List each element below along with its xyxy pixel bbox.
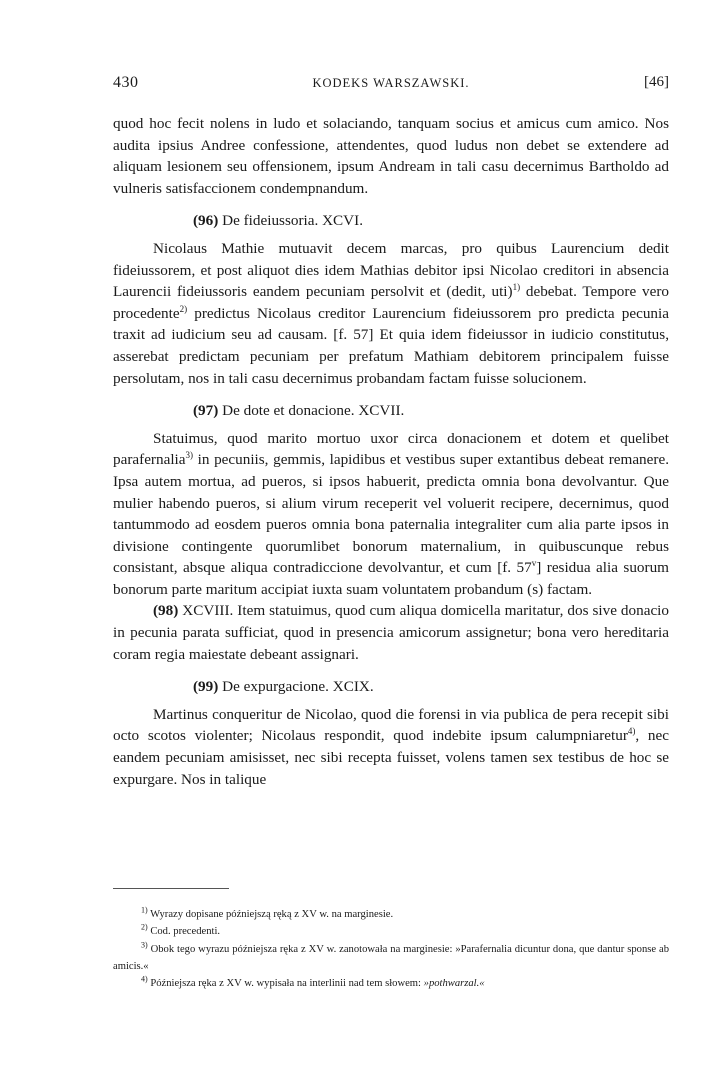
running-title: KODEKS WARSZAWSKI. — [312, 76, 470, 90]
footnote-ref: 3) — [185, 450, 194, 461]
section-number: (99) — [193, 678, 219, 696]
folio-verso-mark: v — [531, 558, 537, 569]
paragraph-97: Statuimus, quod marito mortuo uxor circa donacionem et dotem et quelibet parafernalia$^{3)}$ in pecuniis, gemmis, lapidibus et vestibus super extantibus debeat remanere. Ipsa autem mortua, ad pueros, si ipsos habuerit, predicta omnia bona devolvantur. Que mulier habendo pueros, si alium virum receperit vel voluerit recipere, decernimus, quod tantummodo ad eosdem pueros omnia bona paternalia integraliter cum alia parte ipsos in divisione contingente quorumlibet bonorum maternalium, in quibuscunque rebus consistant, absque aliqua contradiccione devolvantur, et cum [f. 57$^v$] residua alia suorum bonorum parte maritum accipiat iuxta suam voluntatem probandum (s) factam. — [113, 429, 669, 598]
section-number: (97) — [193, 402, 219, 420]
section-heading-99 — [113, 676, 669, 698]
footnote: $^{1)}$ Wyrazy dopisane późniejszą ręką z XV w. na marginesie. — [141, 905, 394, 920]
footnote: $^{4)}$ Późniejsza ręka z XV w. wypisała na interlinii nad tem słowem: »pothwarzal.« — [141, 974, 485, 990]
section-title: De dote et donacione. XCVII. — [222, 402, 405, 420]
page-number: 430 — [113, 74, 139, 91]
paragraph-98: (98) XCVIII. Item statuimus, quod cum aliqua domicella maritatur, dos sive donacio in pecunia parata sufficiat, quod in presencia amicorum assignetur; bona vero hereditaria coram regia maiestate debeant assignari. — [113, 602, 669, 663]
footnote-ref: 2) — [179, 303, 188, 314]
section-title: De expurgacione. XCIX. — [222, 678, 374, 696]
footnote: $^{3)}$ Obok tego wyrazu późniejsza ręka z XV w. zanotowała na marginesie: »Parafernalia dicuntur dona, que dantur sponse ab amicis.« — [113, 940, 669, 972]
section-number: (98) — [153, 602, 179, 620]
section-heading-96 — [113, 210, 669, 232]
section-number: (96) — [193, 212, 219, 230]
paragraph-continuation: quod hoc fecit nolens in ludo et solaciando, tanquam socius et amicus cum amico. Nos audita ipsius Andree confessione, attendentes, quod ludus non debet se extendere ad aliquam lesionem seu offensionem, ipsum Andream in tali casu decernimus Bartholdo ad vulneris satisfaccionem condempnandum. — [113, 115, 669, 197]
footnote-ref: 1) — [512, 282, 521, 293]
section-title: De fideiussoria. XCVI. — [222, 212, 363, 230]
footnote: $^{2)}$ Cod. precedenti. — [141, 922, 221, 938]
running-head — [113, 74, 669, 98]
footnotes — [113, 906, 669, 992]
footnote-ref: 4) — [627, 726, 636, 737]
section-heading-97 — [113, 400, 669, 422]
paragraph-96: Nicolaus Mathie mutuavit decem marcas, pro quibus Laurencium dedit fideiussorem, et post aliquot dies idem Mathias debitor ipsi Nicolao creditori in absencia Laurencii fideiussoris eandem pecuniam persolvit et (dedit, uti)$^{1)}$ debebat. Tempore vero procedente$^{2)}$ predictus Nicolaus creditor Laurencium fideiussorem pro predicta pecunia traxit ad iudicium seu ad causam. [f. 57] Et quia idem fideiussor in iudicio constitutus, asserebat predictam pecuniam per prefatum Mathiam debitorem principalem fuisse persolutam, nos in tali casu decernimus probandam factam fuisse solucionem. — [113, 239, 669, 387]
body-text — [113, 113, 669, 790]
folio-reference: [46] — [644, 74, 669, 90]
footnote-rule — [113, 888, 229, 889]
paragraph-99: Martinus conqueritur de Nicolao, quod die forensi in via publica de pera recepit sibi octo scotos violenter; Nicolaus respondit, quod indebite ipsum calumpniaretur$^{4)}$, nec eandem pecuniam amisisset, nec sibi recepta fuisset, volens tamen sex testibus de hoc se expurgare. Nos in talique — [113, 705, 670, 788]
